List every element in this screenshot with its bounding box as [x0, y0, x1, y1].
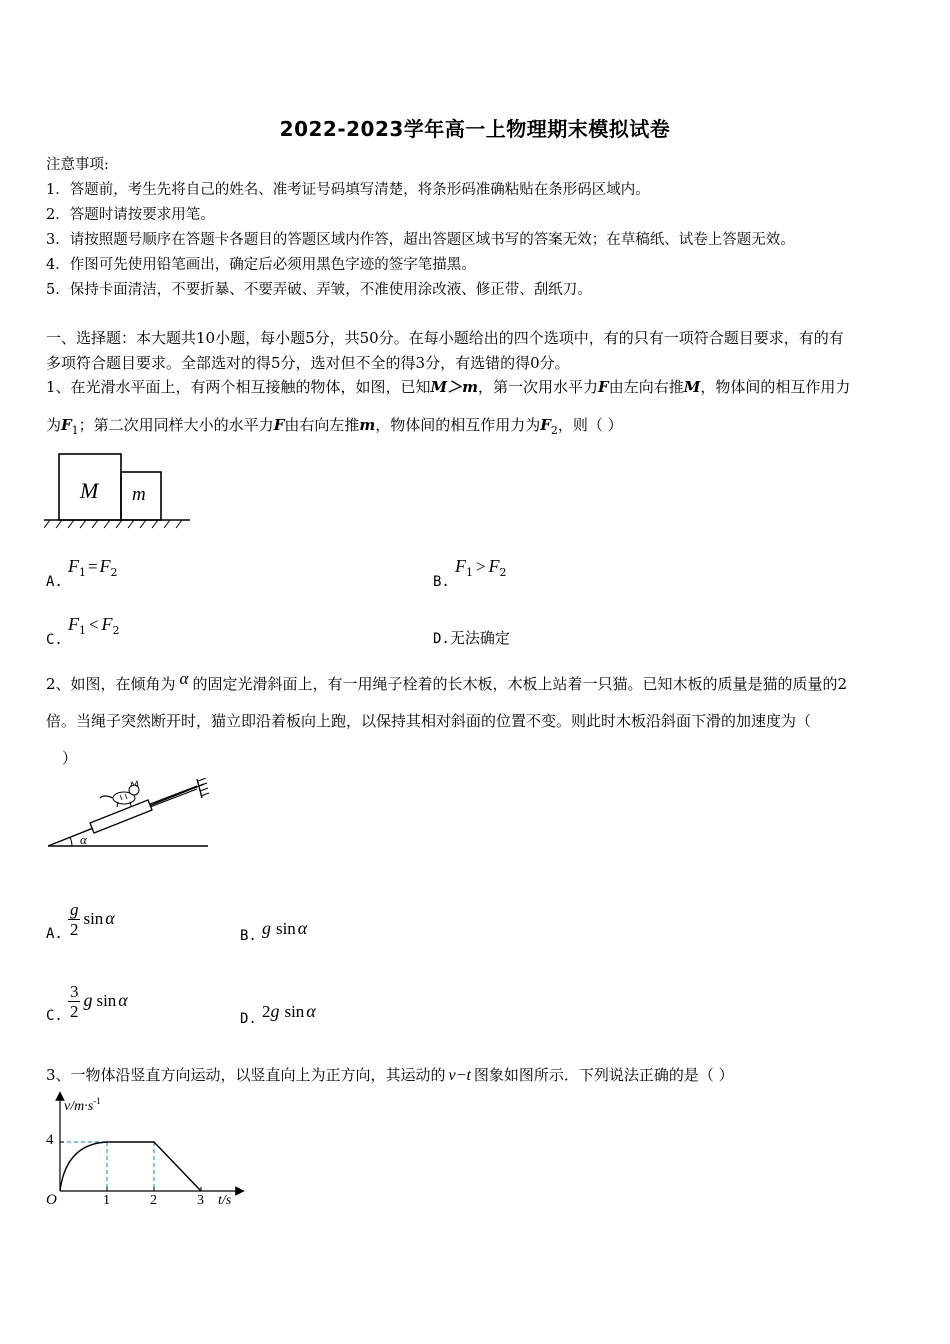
- y-tick-label: 4: [46, 1132, 54, 1148]
- question-2-line-2: 倍。当绳子突然断开时，猫立即沿着板向上跑，以保持其相对斜面的位置不变。则此时木板沿斜面下滑的加速度为（: [46, 712, 812, 730]
- incline-figure: [44, 778, 214, 863]
- question-2-line-3: ）: [62, 749, 78, 767]
- angle-label: α: [80, 832, 87, 847]
- q1-option-d[interactable]: D.无法确定: [433, 629, 510, 647]
- origin-label: O: [46, 1192, 57, 1208]
- question-1-line-2: 为$F_1$；第二次用同样大小的水平力F由右向左推m，物体间的相互作用力为$F_2$，则（ ）: [46, 416, 623, 437]
- q2-option-c[interactable]: C. $\frac{3}{2}$ g sin α: [46, 982, 128, 1024]
- question-2-line-1: 2、如图，在倾角为 α 的固定光滑斜面上，有一用绳子栓着的长木板，木板上站着一只猫。已知木板的质量是猫的质量的2: [46, 669, 848, 693]
- question-1-line-1: 1、在光滑水平面上，有两个相互接触的物体，如图，已知M＞m，第一次用水平力F由左向右推M，物体间的相互作用力: [46, 378, 851, 396]
- notice-item: 4．作图可先使用铅笔画出，确定后必须用黑色字迹的签字笔描黑。: [46, 257, 476, 273]
- big-block-label: M: [80, 478, 99, 503]
- q1-option-a[interactable]: A. $F_1 = F_2$: [46, 556, 118, 590]
- notice-item: 3．请按照题号顺序在答题卡各题目的答题区域内作答，超出答题区域书写的答案无效；在草稿纸、试卷上答题无效。: [46, 232, 795, 248]
- section-instructions: 多项符合题目要求。全部选对的得5分，选对但不全的得3分，有选错的得0分。: [46, 354, 570, 372]
- rope: [150, 786, 197, 804]
- notice-heading: 注意事项:: [46, 157, 109, 173]
- ground-hatching: [44, 520, 182, 528]
- notice-item: 2．答题时请按要求用笔。: [46, 207, 215, 223]
- x-axis-label: t/s: [218, 1193, 232, 1208]
- q2-option-b[interactable]: B. g sin α: [240, 918, 308, 944]
- angle-arc: [70, 837, 72, 846]
- x-tick-label: 1: [103, 1193, 110, 1208]
- q2-option-a[interactable]: A. $\frac{g}{2}$ sin α: [46, 900, 115, 942]
- x-tick-label: 2: [150, 1193, 157, 1208]
- blocks-figure: [44, 452, 194, 534]
- q2-option-d[interactable]: D. 2g sin α: [240, 1001, 316, 1027]
- notice-item: 5．保持卡面清洁，不要折暴、不要弄破、弄皱，不准使用涂改液、修正带、刮纸刀。: [46, 282, 592, 298]
- small-block-label: m: [132, 484, 146, 505]
- series-line: [60, 1142, 201, 1191]
- q1-option-c[interactable]: C. $F_1 < F_2$: [46, 614, 120, 648]
- y-axis-label: $v/m\cdot s^{-1}$: [64, 1096, 101, 1114]
- page-title: 2022-2023学年高一上物理期末模拟试卷: [279, 117, 671, 141]
- x-tick-label: 3: [197, 1193, 204, 1208]
- cat-icon: [100, 781, 139, 807]
- wall: [197, 779, 202, 798]
- question-3-line-1: 3、一物体沿竖直方向运动，以竖直向上为正方向，其运动的 v−t 图象如图所示．下列说法正确的是（ ）: [46, 1066, 734, 1084]
- wooden-board: [90, 800, 152, 833]
- section-instructions: 一、选择题：本大题共10小题，每小题5分，共50分。在每小题给出的四个选项中，有的只有一项符合题目要求，有的有: [46, 329, 844, 347]
- q1-option-b[interactable]: B. $F_1 > F_2$: [433, 556, 507, 590]
- notice-item: 1．答题前，考生先将自己的姓名、准考证号码填写清楚，将条形码准确粘贴在条形码区域内。: [46, 182, 650, 198]
- vt-graph: [40, 1090, 250, 1215]
